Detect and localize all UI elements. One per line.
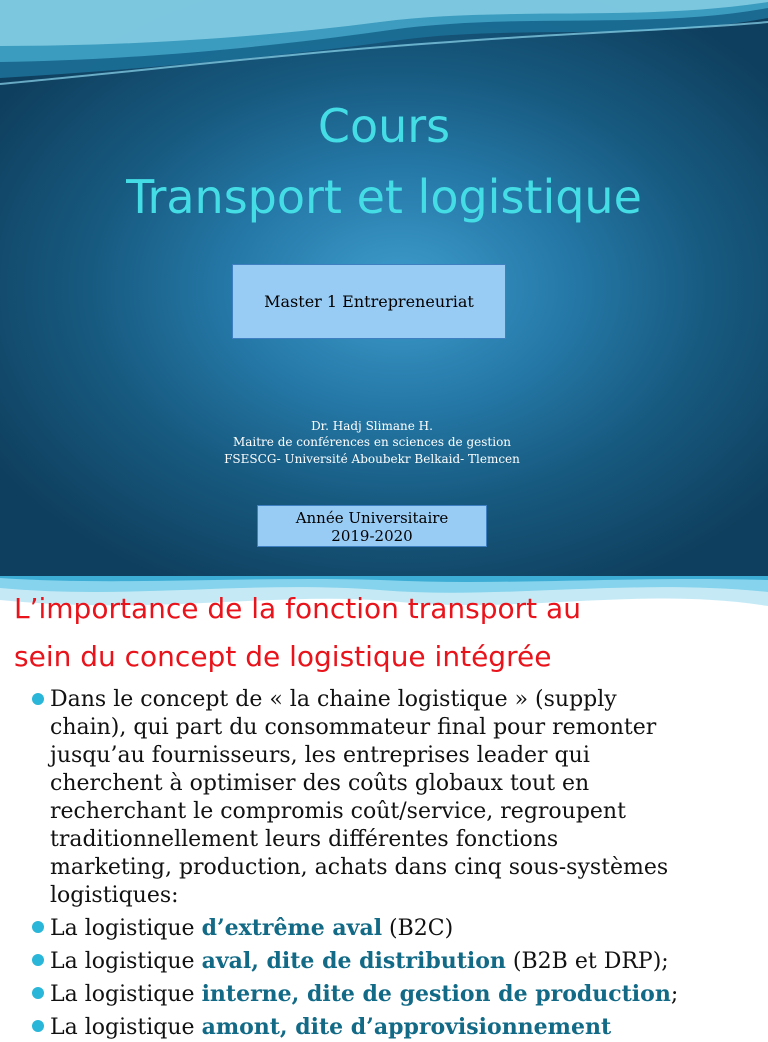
author-role: Maitre de conférences en sciences de gestion bbox=[232, 435, 512, 449]
list-item bbox=[50, 914, 453, 943]
bullet-icon bbox=[32, 987, 44, 999]
list-item-highlight: d’extrême aval bbox=[201, 915, 383, 941]
list-item bbox=[50, 980, 678, 1009]
program-label: Master 1 Entrepreneuriat bbox=[264, 292, 474, 311]
title-line-2: Transport et logistique bbox=[126, 170, 642, 224]
paragraph-line: jusqu’au fournisseurs, les entreprises leader qui bbox=[50, 743, 590, 768]
academic-year-box bbox=[257, 505, 487, 547]
academic-year-label: Année Universitaire bbox=[295, 509, 449, 527]
paragraph-line: marketing, production, achats dans cinq sous-systèmes bbox=[50, 855, 669, 880]
list-item-suffix: ; bbox=[670, 982, 679, 1007]
paragraph-line: Dans le concept de « la chaine logistique » (supply bbox=[50, 687, 617, 712]
list-item-prefix: La logistique bbox=[50, 916, 202, 941]
slide-heading-line-2: sein du concept de logistique intégrée bbox=[14, 640, 552, 673]
decorative-wave bbox=[0, 0, 768, 90]
paragraph-line: logistiques: bbox=[50, 883, 179, 908]
paragraph-line: traditionnellement leurs différentes fonctions bbox=[50, 827, 559, 852]
author-name: Dr. Hadj Slimane H. bbox=[311, 419, 433, 433]
content-slide bbox=[0, 576, 768, 1040]
list-item-highlight: interne, dite de gestion de production bbox=[201, 981, 671, 1007]
list-item-highlight: amont, dite d’approvisionnement bbox=[201, 1014, 612, 1040]
paragraph-line: cherchent à optimiser des coûts globaux tout en bbox=[50, 771, 590, 796]
author-affiliation: FSESCG- Université Aboubekr Belkaid- Tlemcen bbox=[224, 452, 520, 466]
list-item bbox=[50, 947, 669, 976]
list-item-suffix: (B2C) bbox=[382, 916, 454, 941]
academic-year-value: 2019-2020 bbox=[331, 527, 413, 545]
paragraph-line: chain), qui part du consommateur final pour remonter bbox=[50, 715, 657, 740]
list-item-suffix: (B2B et DRP); bbox=[505, 949, 669, 974]
bullet-icon bbox=[32, 921, 44, 933]
list-item bbox=[50, 1013, 611, 1042]
bullet-icon bbox=[32, 693, 44, 705]
list-item-prefix: La logistique bbox=[50, 949, 202, 974]
paragraph-line: recherchant le compromis coût/service, regroupent bbox=[50, 799, 626, 824]
slide-heading-line-1: L’importance de la fonction transport au bbox=[14, 592, 581, 625]
list-item-prefix: La logistique bbox=[50, 1015, 202, 1040]
list-item-highlight: aval, dite de distribution bbox=[201, 948, 506, 974]
bullet-icon bbox=[32, 954, 44, 966]
program-box bbox=[232, 264, 506, 339]
bullet-icon bbox=[32, 1020, 44, 1032]
list-item-prefix: La logistique bbox=[50, 982, 202, 1007]
title-line-1: Cours bbox=[317, 99, 451, 153]
